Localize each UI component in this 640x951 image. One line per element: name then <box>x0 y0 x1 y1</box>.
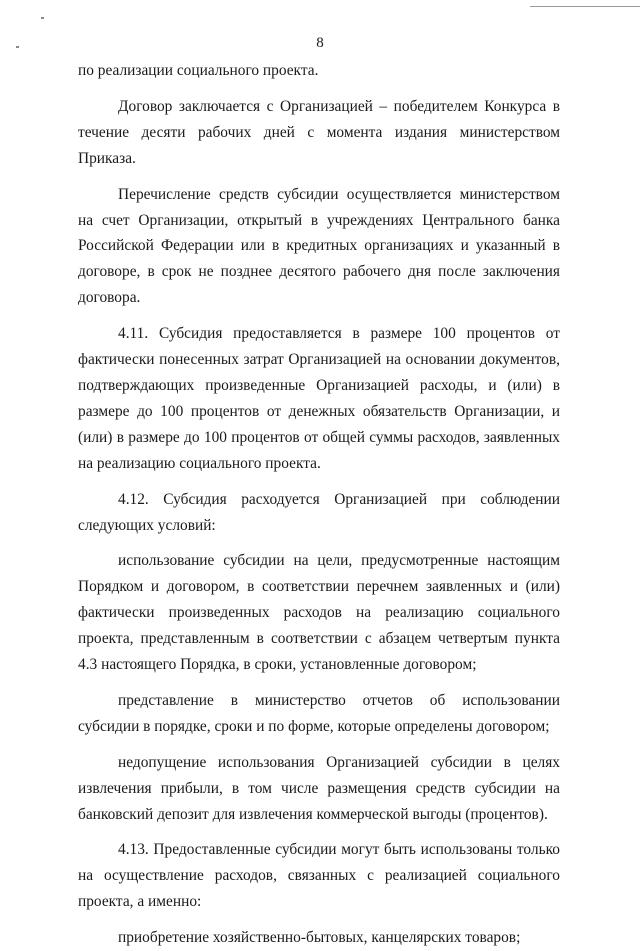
paragraph-expense-item: приобретение хозяйственно-бытовых, канцелярских товаров; <box>118 929 521 947</box>
paragraph-clause-4-11: 4.11. Субсидия предоставляется в размере 100 процентов от фактически понесенных затрат Организацией на основании документов, подтверждающих произведенные Организацией расходы, и (или) в размере до 100 процентов от денежных обязательств Организации, и (или) в размере до 100 процентов от общей суммы расходов, заявленных на реализацию социального проекта. <box>78 325 560 472</box>
paragraph-clause-4-12: 4.12. Субсидия расходуется Организацией при соблюдении следующих условий: <box>78 490 560 534</box>
scan-artifact <box>41 17 44 19</box>
paragraph-clause-4-13: 4.13. Предоставленные субсидии могут быть использованы только на осуществление расходов, связанных с реализацией социального проекта, а именно: <box>78 841 560 911</box>
page-number: 8 <box>316 35 324 51</box>
paragraph-condition-reports: представление в министерство отчетов об использовании субсидии в порядке, сроки и по форме, которые определены договором; <box>78 691 560 735</box>
paragraph-transfer-of-funds: Перечисление средств субсидии осуществляется министерством на счет Организации, открытый в учреждениях Центрального банка Российской Федерации или в кредитных организациях и указанный в договоре, в срок не позднее десятого рабочего дня после заключения договора. <box>78 185 560 307</box>
top-edge-line <box>530 6 640 7</box>
paragraph-continuation: по реализации социального проекта. <box>78 62 319 79</box>
paragraph-contract-conclusion: Договор заключается с Организацией – победителем Конкурса в течение десяти рабочих дней с момента издания министерством Приказа. <box>78 97 560 167</box>
paragraph-condition-use: использование субсидии на цели, предусмотренные настоящим Порядком и договором, в соответствии перечнем заявленных и (или) фактически произведенных расходов на реализацию социального проекта, представленным в соответствии с абзацем четвертым пункта 4.3 настоящего Порядка, в сроки, установленные договором; <box>78 552 560 674</box>
document-body <box>78 58 560 951</box>
paragraph-condition-no-profit: недопущение использования Организацией субсидии в целях извлечения прибыли, в том числе размещения средств субсидии на банковский депозит для извлечения коммерческой выгоды (процентов). <box>78 753 560 823</box>
